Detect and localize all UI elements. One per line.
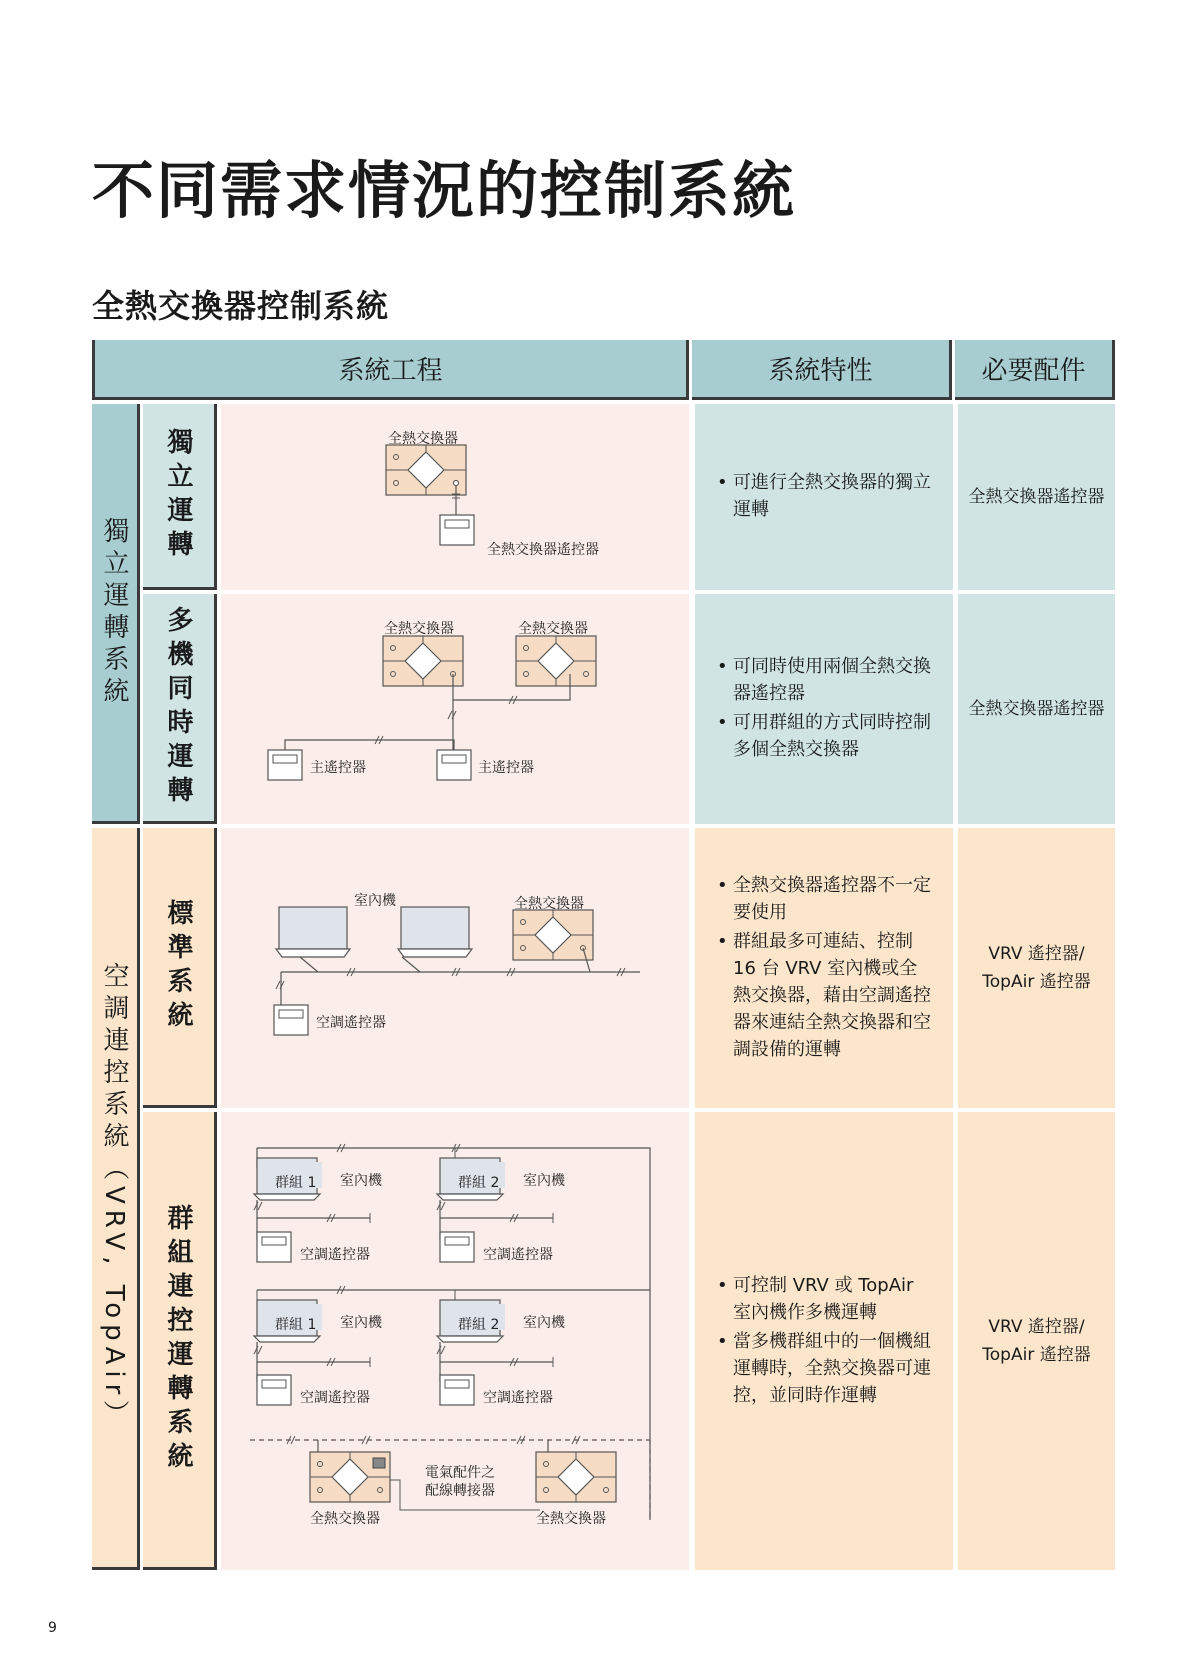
feature-item: • 可同時使用兩個全熱交換器遙控器: [717, 653, 933, 707]
ac-remote: [274, 1005, 308, 1035]
adapter-label: 電氣配件之配線轉接器: [425, 1465, 495, 1499]
hrv-label: 全熱交換器: [384, 621, 454, 637]
main-remote: [437, 750, 471, 780]
section-title: 全熱交換器控制系統: [92, 287, 390, 325]
indoor-label: 室內機: [354, 893, 396, 909]
feature-item: • 可控制 VRV 或 TopAir 室內機作多機運轉: [717, 1272, 933, 1326]
remote-label: 主遙控器: [478, 760, 534, 776]
hrv-unit: [513, 910, 593, 960]
group-label: 群組 2: [458, 1175, 500, 1191]
hrv-unit: [536, 1452, 616, 1502]
hrv-label: 全熱交換器: [518, 621, 588, 637]
indoor-label: 室內機: [340, 1315, 382, 1331]
required-cell-independent: 全熱交換器遙控器: [958, 404, 1115, 590]
ac-remote: [257, 1375, 291, 1405]
row-label-standard: 標準系統: [143, 828, 217, 1108]
required-cell-standard: VRV 遙控器/ TopAir 遙控器: [958, 828, 1115, 1108]
page-title: 不同需求情況的控制系統: [92, 154, 797, 227]
feature-item: • 可用群組的方式同時控制多個全熱交換器: [717, 709, 933, 763]
hrv-remote: [440, 515, 474, 545]
main-remote: [268, 750, 302, 780]
group-label-linked: 空調連控系統（VRV, TopAir）: [92, 828, 140, 1570]
hrv-label: 全熱交換器: [536, 1511, 606, 1527]
required-cell-group: VRV 遙控器/ TopAir 遙控器: [958, 1112, 1115, 1570]
remote-label: 空調遙控器: [316, 1015, 386, 1031]
remote-label: 全熱交換器遙控器: [487, 542, 599, 558]
header-features: 系統特性: [692, 340, 952, 400]
ac-remote: [257, 1232, 291, 1262]
page-number: 9: [48, 1620, 57, 1636]
ac-remote: [440, 1375, 474, 1405]
feature-item: • 當多機群組中的一個機組運轉時，全熱交換器可連控，並同時作運轉: [717, 1328, 933, 1409]
required-cell-multi: 全熱交換器遙控器: [958, 594, 1115, 824]
header-required: 必要配件: [955, 340, 1115, 400]
hrv-label: 全熱交換器: [514, 896, 584, 912]
header-system: 系統工程: [92, 340, 689, 400]
hrv-unit: [516, 636, 596, 686]
feature-item: • 全熱交換器遙控器不一定要使用: [717, 872, 933, 926]
remote-label: 空調遙控器: [483, 1247, 553, 1263]
row-label-group: 群組連控運轉系統: [143, 1112, 217, 1570]
remote-label: 空調遙控器: [483, 1390, 553, 1406]
group-label: 群組 1: [275, 1175, 317, 1191]
indoor-label: 室內機: [523, 1315, 565, 1331]
group-label-independent: 獨立運轉系統: [92, 404, 140, 824]
hrv-label: 全熱交換器: [310, 1511, 380, 1527]
remote-label: 主遙控器: [310, 760, 366, 776]
feature-item: • 可進行全熱交換器的獨立運轉: [717, 469, 933, 523]
remote-label: 空調遙控器: [300, 1390, 370, 1406]
indoor-label: 室內機: [340, 1173, 382, 1189]
ac-remote: [440, 1232, 474, 1262]
hrv-unit: [386, 445, 466, 495]
indoor-unit: [398, 907, 472, 957]
indoor-label: 室內機: [523, 1173, 565, 1189]
feature-item: • 群組最多可連結、控制16 台 VRV 室內機或全熱交換器，藉由空調遙控器來連結全熱交換器和空調設備的運轉: [717, 928, 933, 1063]
group-label: 群組 1: [275, 1317, 317, 1333]
row-label-independent: 獨立運轉: [143, 404, 217, 590]
hrv-label: 全熱交換器: [388, 431, 458, 447]
group-label: 群組 2: [458, 1317, 500, 1333]
hrv-unit: [383, 636, 463, 686]
indoor-unit: [276, 907, 350, 957]
remote-label: 空調遙控器: [300, 1247, 370, 1263]
row-label-multi: 多機同時運轉: [143, 594, 217, 824]
